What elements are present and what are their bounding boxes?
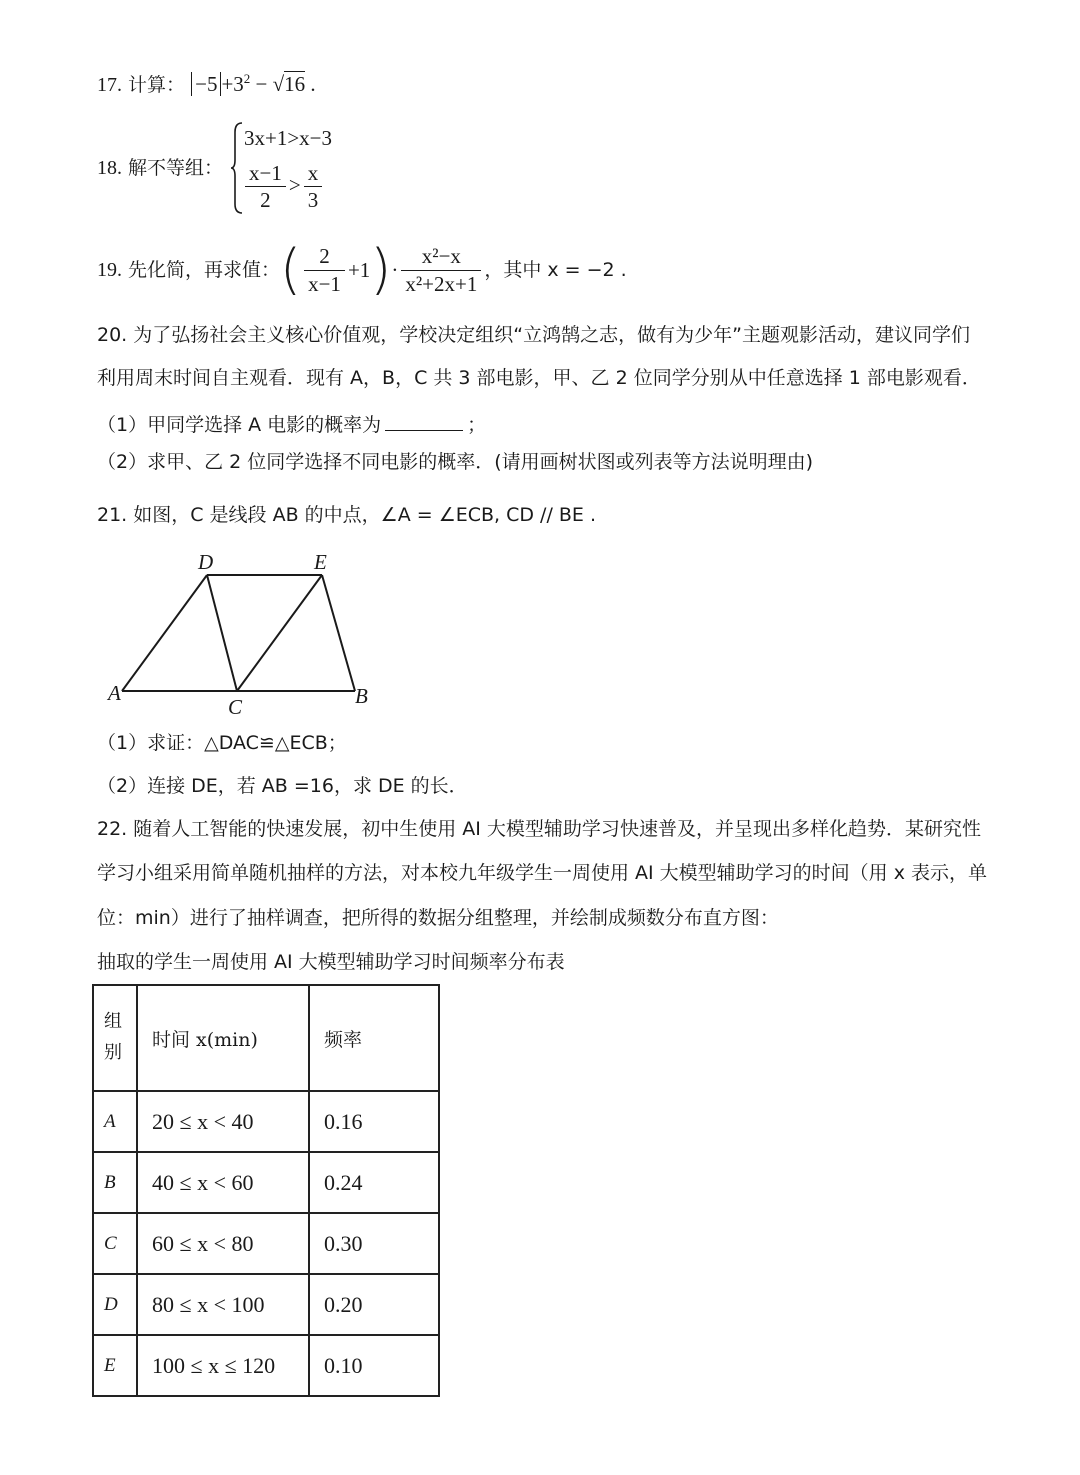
question-18: [97, 158, 223, 178]
q18-inequality-1: 3x+1>x−3: [244, 126, 333, 150]
cell-range: 20 ≤ x < 40: [137, 1091, 309, 1152]
cell-group: E: [93, 1335, 137, 1396]
q18-number: 18.: [97, 157, 122, 179]
question-17: [97, 72, 316, 95]
q22-line-2: 学习小组采用简单随机抽样的方法，对本校九年级学生一周使用 AI 大模型辅助学习的时间（用 x 表示，单: [97, 862, 988, 884]
q22-line-3: 位：min）进行了抽样调查，把所得的数据分组整理，并绘制成频数分布直方图：: [97, 907, 779, 929]
q20-sub-1-end: ；: [467, 414, 487, 436]
q19-fraction-2: $\frac{\text{x²−x}}{\text{x²+2x+1}}$: [401, 243, 481, 297]
segment-eb: [322, 575, 355, 691]
q20-line-1: 20. 为了弘扬社会主义核心价值观，学校决定组织“立鸿鹄之志，做有为少年”主题观影活动，建议同学们: [97, 324, 970, 346]
cell-range: 80 ≤ x < 100: [137, 1274, 309, 1335]
table-row: [93, 1091, 439, 1152]
right-paren-icon: ): [370, 238, 392, 301]
left-paren-icon: (: [280, 238, 302, 301]
table-row: [93, 1152, 439, 1213]
header-time: 时间 x(min): [137, 985, 309, 1091]
q21-figure: [100, 548, 390, 720]
q18-fraction-1: $\frac{x-1}{2}$: [245, 160, 286, 214]
q17-prompt: 计算：: [128, 74, 186, 96]
q19-prompt: 先化简，再求值：: [128, 258, 281, 281]
q22-line-1: 22. 随着人工智能的快速发展，初中生使用 AI 大模型辅助学习快速普及，并呈现出多样化趋势．某研究性: [97, 818, 981, 840]
q17-minus: −: [255, 72, 268, 96]
q22-table-title: 抽取的学生一周使用 AI 大模型辅助学习时间频率分布表: [97, 951, 565, 973]
point-label-c: C: [228, 695, 243, 719]
point-label-a: A: [108, 681, 121, 705]
q19-condition: ，其中 x = −2 .: [484, 258, 627, 281]
table-row: [93, 1213, 439, 1274]
q17-abs: −5: [191, 72, 221, 96]
q19-fraction-1: $\frac{2}{x-1}$: [304, 243, 345, 297]
cell-frequency: 0.20: [309, 1274, 439, 1335]
sqrt-icon: √: [272, 72, 285, 96]
q20-sub-1: [97, 412, 486, 435]
cell-range: 60 ≤ x < 80: [137, 1213, 309, 1274]
q20-sub-2: （2）求甲、乙 2 位同学选择不同电影的概率．(请用画树状图或列表等方法说明理由): [97, 451, 814, 473]
frequency-table: [92, 984, 440, 1397]
q18-prompt: 解不等组：: [128, 157, 224, 179]
header-frequency: 频率: [309, 985, 439, 1091]
q17-period: .: [310, 72, 316, 96]
header-group: 组别: [93, 985, 137, 1091]
q17-radicand: 16: [284, 72, 306, 96]
q17-exponent: 2: [243, 71, 251, 86]
cell-frequency: 0.10: [309, 1335, 439, 1396]
q18-system: [230, 120, 370, 216]
segment-ce: [237, 575, 322, 691]
point-label-b: B: [355, 684, 368, 708]
point-label-d: D: [198, 550, 214, 574]
q21-sub-2: （2）连接 DE，若 AB =16，求 DE 的长．: [97, 775, 468, 797]
answer-blank: [385, 412, 463, 431]
cell-group: A: [93, 1091, 137, 1152]
point-label-e: E: [314, 550, 327, 574]
cell-group: C: [93, 1213, 137, 1274]
cell-frequency: 0.30: [309, 1213, 439, 1274]
q19-plus-one: +1: [347, 257, 371, 282]
cell-frequency: 0.16: [309, 1091, 439, 1152]
q17-plus: +3: [221, 72, 244, 96]
q18-inequality-2: $\frac{x-1}{2}$ > $\frac{x}{3}$: [242, 160, 325, 214]
table-header-row: [93, 985, 439, 1091]
segment-dc: [207, 575, 237, 691]
cell-frequency: 0.24: [309, 1152, 439, 1213]
q20-line-2: 利用周末时间自主观看．现有 A，B，C 共 3 部电影，甲、乙 2 位同学分别从中任意选择 1 部电影观看．: [97, 367, 981, 389]
cell-range: 40 ≤ x < 60: [137, 1152, 309, 1213]
q20-sub-1-text: （1）甲同学选择 A 电影的概率为: [97, 414, 382, 436]
q19-dot: ·: [391, 257, 399, 282]
q17-number: 17.: [97, 74, 122, 96]
cell-group: B: [93, 1152, 137, 1213]
q18-fraction-2: $\frac{x}{3}$: [304, 160, 323, 214]
q19-number: 19.: [97, 259, 122, 281]
q17-expression: [191, 72, 316, 96]
cell-range: 100 ≤ x ≤ 120: [137, 1335, 309, 1396]
table-row: [93, 1335, 439, 1396]
q21-line-1: 21. 如图，C 是线段 AB 的中点，∠A = ∠ECB, CD // BE .: [97, 504, 597, 526]
cell-group: D: [93, 1274, 137, 1335]
segment-ad: [122, 575, 207, 691]
q21-sub-1: （1）求证：△DAC≌△ECB；: [97, 732, 347, 754]
table-row: [93, 1274, 439, 1335]
question-19: [97, 240, 627, 300]
